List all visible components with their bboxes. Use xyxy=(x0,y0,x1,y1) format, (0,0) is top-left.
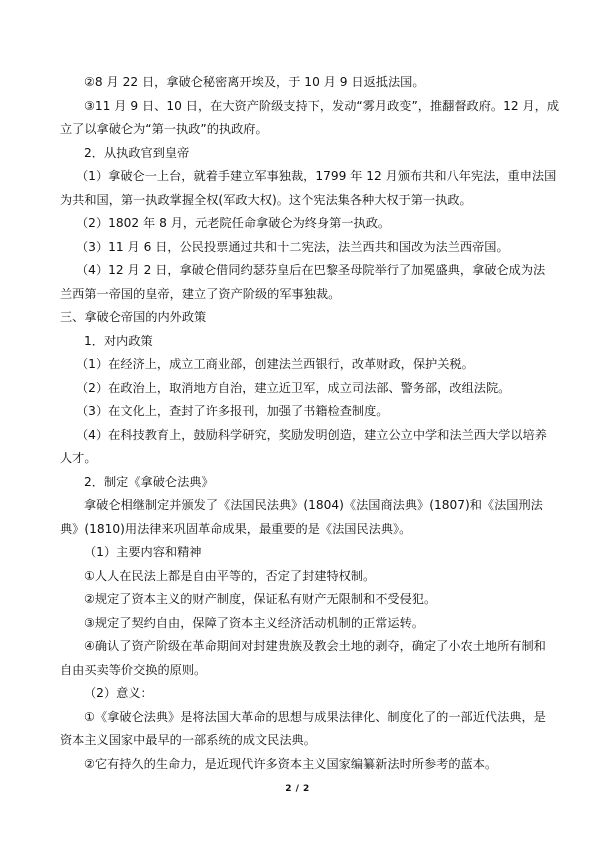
text-line: 资本主义国家中最早的一部系统的成文民法典。 xyxy=(60,733,316,747)
text-line: ③11 月 9 日、10 日，在大资产阶级支持下，发动“雾月政变”，推翻督政府。12 月，成 xyxy=(84,98,560,113)
text-line: 人才。 xyxy=(60,451,97,465)
section-heading: 2．从执政官到皇帝 xyxy=(84,145,190,160)
text-line: （2）在政治上，取消地方自治，建立近卫军，成立司法部、警务部，改组法院。 xyxy=(76,380,511,395)
text-line: （2）1802 年 8 月，元老院任命拿破仑为终身第一执政。 xyxy=(76,216,391,230)
page-number: 2 / 2 xyxy=(285,784,310,794)
subsection-heading: （2）意义： xyxy=(84,686,153,700)
text-line: ①《拿破仑法典》是将法国大革命的思想与成果法律化、制度化了的一部近代法典，是 xyxy=(84,709,546,724)
text-line: ②它有持久的生命力，是近现代许多资本主义国家编纂新法时所参考的蓝本。 xyxy=(84,756,498,771)
text-line: ③规定了契约自由，保障了资本主义经济活动机制的正常运转。 xyxy=(84,615,424,630)
text-line: ④确认了资产阶级在革命期间对封建贵族及教会土地的剥夺，确定了小农土地所有制和 xyxy=(84,639,546,653)
text-line: 为共和国，第一执政掌握全权(军政大权)。这个宪法集各种大权于第一执政。 xyxy=(60,192,472,207)
document-body xyxy=(60,71,560,776)
text-line: 立了以拿破仑为“第一执政”的执政府。 xyxy=(60,122,268,136)
text-line: 兰西第一帝国的皇帝，建立了资产阶级的军事独裁。 xyxy=(60,286,341,301)
section-heading: 1．对内政策 xyxy=(84,333,153,348)
text-line: 拿破仑相继制定并颁发了《法国民法典》(1804)《法国商法典》(1807)和《法国刑法 xyxy=(84,498,543,512)
text-line: 典》(1810)用法律来巩固革命成果，最重要的是《法国民法典》。 xyxy=(60,521,412,536)
text-line: （4）在科技教育上，鼓励科学研究，奖励发明创造，建立公立中学和法兰西大学以培养 xyxy=(76,427,547,442)
text-line: ②规定了资本主义的财产制度，保证私有财产无限制和不受侵犯。 xyxy=(84,592,437,606)
text-line: （3）11 月 6 日，公民投票通过共和十二宪法，法兰西共和国改为法兰西帝国。 xyxy=(76,239,509,254)
text-line: （3）在文化上，查封了许多报刊，加强了书籍检查制度。 xyxy=(76,404,389,418)
section-heading: 2．制定《拿破仑法典》 xyxy=(84,474,214,489)
text-line: ①人人在民法上都是自由平等的，否定了封建特权制。 xyxy=(84,568,376,583)
text-line: ②8 月 22 日，拿破仑秘密离开埃及，于 10 月 9 日返抵法国。 xyxy=(84,75,425,89)
text-line: 自由买卖等价交换的原则。 xyxy=(60,662,207,677)
text-line: （1）拿破仑一上台，就着手建立军事独裁，1799 年 12 月颁布共和八年宪法，重申法国 xyxy=(76,169,557,183)
chapter-heading: 三、拿破仑帝国的内外政策 xyxy=(60,310,207,324)
text-line: （1）在经济上，成立工商业部，创建法兰西银行，改革财政，保护关税。 xyxy=(76,357,474,371)
subsection-heading: （1）主要内容和精神 xyxy=(84,545,202,559)
text-line: （4）12 月 2 日，拿破仑借同约瑟芬皇后在巴黎圣母院举行了加冕盛典，拿破仑成为法 xyxy=(76,263,546,277)
